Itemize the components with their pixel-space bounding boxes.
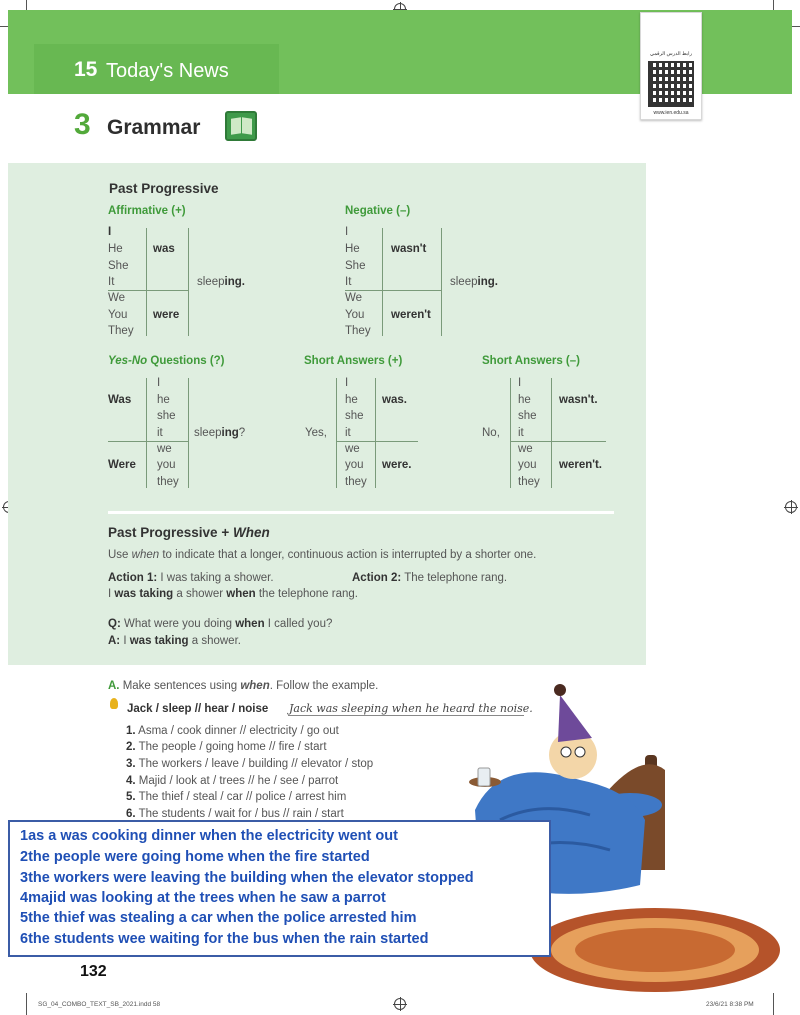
subject: We — [108, 292, 126, 304]
page-number: 132 — [80, 963, 107, 980]
subject: you — [345, 459, 364, 471]
table-line — [551, 378, 552, 488]
table-line — [441, 228, 442, 336]
crop-mark — [26, 993, 27, 1015]
rug-center — [575, 928, 735, 972]
subject: we — [518, 443, 533, 455]
table-line — [188, 228, 189, 336]
answer-line: 2the people were going home when the fire started — [20, 849, 370, 865]
footer-stamp: 23/6/21 8:38 PM — [706, 1001, 754, 1008]
exercise-item: 1. Asma / cook dinner // electricity / go out — [126, 725, 339, 737]
exercise-item: 6. The students / wait for / bus // rain / start — [126, 808, 344, 820]
subject: You — [108, 309, 128, 321]
table-line — [510, 441, 606, 442]
registration-mark-icon — [394, 998, 406, 1010]
subject: he — [518, 394, 531, 406]
aux-wasnt-short: wasn't. — [559, 394, 598, 406]
aux-was: was — [153, 243, 175, 255]
subject: I — [157, 377, 161, 389]
table-line — [375, 378, 376, 488]
aux-were-short: were. — [382, 459, 412, 471]
past-progressive-title: Past Progressive — [109, 181, 219, 196]
questions-label: Yes-No Questions (?) — [108, 355, 225, 367]
table-line — [108, 290, 188, 291]
subject: you — [518, 459, 537, 471]
subject: I — [518, 377, 522, 389]
subject: we — [157, 443, 172, 455]
subject: It — [108, 276, 115, 288]
book-icon — [225, 111, 257, 141]
when-usage: Use when to indicate that a longer, continuous action is interrupted by a shorter one. — [108, 549, 537, 561]
no-lead: No, — [482, 427, 500, 439]
table-line — [146, 228, 147, 336]
aux-were-question: Were — [108, 459, 136, 471]
subject: They — [345, 325, 371, 337]
qr-caption: رابط الدرس الرقمي — [650, 51, 692, 57]
short-answers-neg-label: Short Answers (–) — [482, 355, 580, 367]
short-answers-pos-label: Short Answers (+) — [304, 355, 403, 367]
table-line — [336, 441, 418, 442]
subject: I — [345, 226, 349, 238]
subject: you — [157, 459, 176, 471]
exercise-item: 4. Majid / look at / trees // he / see / parrot — [126, 775, 339, 787]
verb-sleeping-question: sleeping? — [194, 427, 246, 439]
nightcap-pom — [554, 684, 566, 696]
example-prompt: Jack / sleep // hear / noise — [127, 703, 269, 715]
aux-werent: weren't — [391, 309, 431, 321]
yes-lead: Yes, — [305, 427, 327, 439]
exercise-item: 3. The workers / leave / building // elevator / stop — [126, 758, 374, 770]
subject: she — [345, 410, 364, 422]
subject: He — [345, 243, 360, 255]
subject: it — [157, 427, 163, 439]
example-answer-handwritten: Jack was sleeping when he heard the noise. — [289, 702, 533, 715]
glass-icon — [478, 768, 490, 786]
subject: We — [345, 292, 363, 304]
unit-title: Today's News — [106, 60, 229, 82]
subject: it — [345, 427, 351, 439]
table-line — [146, 378, 147, 488]
action-1: Action 1: I was taking a shower. — [108, 572, 274, 584]
answers-box — [8, 820, 551, 957]
exercise-item: 2. The people / going home // fire / start — [126, 741, 327, 753]
aux-wasnt: wasn't — [391, 243, 427, 255]
table-line — [510, 378, 511, 488]
subject: they — [157, 476, 179, 488]
subject: It — [345, 276, 352, 288]
subject: they — [345, 476, 367, 488]
subject: he — [157, 394, 170, 406]
subject: we — [345, 443, 360, 455]
table-line — [188, 378, 189, 488]
qr-code-icon[interactable] — [648, 61, 694, 107]
answer-line: 1as a was cooking dinner when the electricity went out — [20, 828, 398, 844]
section-title: Grammar — [107, 116, 201, 139]
section-number: 3 — [74, 108, 91, 141]
subject: You — [345, 309, 365, 321]
when-title: Past Progressive + When — [108, 525, 270, 540]
boy-eye — [575, 747, 585, 757]
answer-line: 5the thief was stealing a car when the police arrested him — [20, 910, 417, 926]
unit-number: 15 — [74, 58, 98, 81]
example-answer: A: I was taking a shower. — [108, 635, 241, 647]
boy-eye — [561, 747, 571, 757]
exercise-item: 5. The thief / steal / car // police / arrest him — [126, 791, 347, 803]
subject: they — [518, 476, 540, 488]
subject: She — [108, 260, 129, 272]
aux-was-question: Was — [108, 394, 132, 406]
registration-mark-icon — [785, 501, 797, 513]
subject: she — [157, 410, 176, 422]
exercise-instruction: A. Make sentences using when. Follow the example. — [108, 680, 379, 692]
answer-line: 3the workers were leaving the building when the elevator stopped — [20, 870, 474, 886]
subject: she — [518, 410, 537, 422]
table-line — [382, 228, 383, 336]
aux-was-short: was. — [382, 394, 407, 406]
subject: They — [108, 325, 134, 337]
table-line — [345, 290, 441, 291]
qr-url: www.ien.edu.sa — [653, 110, 689, 116]
aux-werent-short: weren't. — [559, 459, 602, 471]
answer-line: 4majid was looking at the trees when he saw a parrot — [20, 890, 386, 906]
action-2: Action 2: The telephone rang. — [352, 572, 508, 584]
negative-label: Negative (–) — [345, 205, 411, 217]
section-divider — [108, 511, 614, 514]
subject: it — [518, 427, 524, 439]
qr-card[interactable] — [640, 12, 702, 120]
subject: She — [345, 260, 366, 272]
nightcap — [558, 695, 592, 742]
combined-sentence: I was taking a shower when the telephone rang. — [108, 588, 358, 600]
subject: I — [345, 377, 349, 389]
subject: he — [345, 394, 358, 406]
subject: He — [108, 243, 123, 255]
footer-file: SG_04_COMBO_TEXT_SB_2021.indd 58 — [38, 1001, 161, 1008]
example-question: Q: What were you doing when I called you? — [108, 618, 333, 630]
subject: I — [108, 226, 112, 238]
answer-line: 6the students wee waiting for the bus when the rain started — [20, 931, 429, 947]
table-line — [336, 378, 337, 488]
table-line — [108, 441, 188, 442]
lightbulb-icon — [110, 698, 118, 709]
verb-sleeping: sleeping. — [197, 276, 245, 288]
affirmative-label: Affirmative (+) — [108, 205, 186, 217]
verb-sleeping: sleeping. — [450, 276, 498, 288]
aux-were: were — [153, 309, 180, 321]
